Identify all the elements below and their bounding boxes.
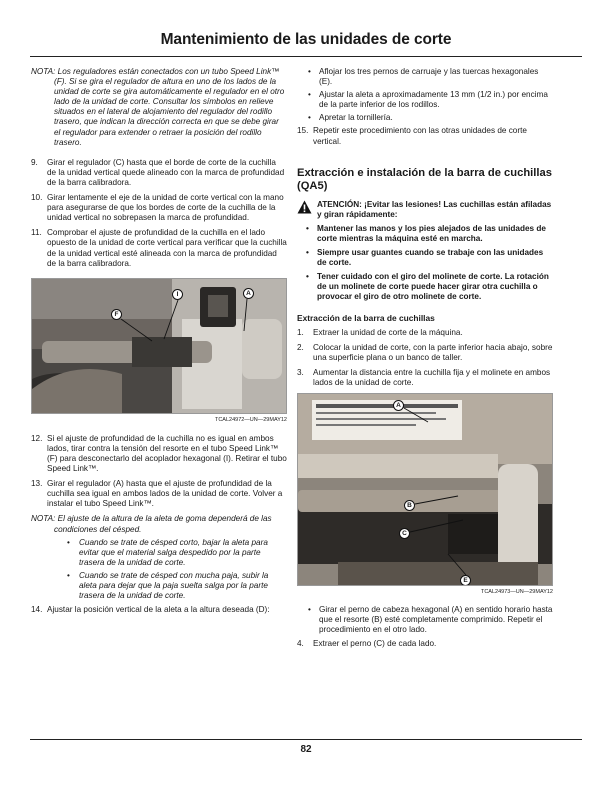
step-item — [31, 193, 287, 223]
photo-regulator — [31, 278, 287, 414]
photo-caption: TCAL24973—UN—29MAY12 — [480, 589, 553, 596]
photo-caption: TCAL24972—UN—29MAY12 — [214, 416, 287, 423]
steps-9-11 — [31, 158, 287, 269]
note-bullet-item: • Cuando se trate de césped con mucha paja, subir la aleta para dejar que la paja suelta salga por la parte trasera de la unidad de corte. — [67, 570, 269, 601]
photo-bedknife — [297, 393, 553, 586]
step-item — [297, 343, 553, 363]
step-number: 15. — [297, 126, 309, 136]
steps-12-13 — [31, 434, 287, 510]
bullet-text: Cuando se trate de césped con mucha paja, subir la aleta para dejar que la paja suelta salga por la parte trasera de la unidad de corte. — [79, 570, 269, 601]
callout-c: C — [399, 528, 410, 539]
bullet-text: Cuando se trate de césped corto, bajar la aleta para evitar que el material salga despedido por la parte trasera de la unidad de corte. — [79, 537, 268, 567]
note-text: NOTA: Los reguladores están conectados con un tubo Speed Link™ (F). Si se gira el regulador de altura en uno de los lados de la unidad de corte se gira automáticamente el regulador en el otro lado de la unidad de corte. Consultar los símbolos en relieve situados en el lateral de alojamiento del regulador del rodillo trasero, que indican la dirección correcta en que se debe girar el regulador para extender o retraer la posición del rodillo trasero. — [31, 67, 285, 147]
step-number: 10. — [31, 193, 43, 203]
step-item — [31, 228, 287, 268]
header-divider — [30, 56, 582, 57]
step-number: 2. — [297, 342, 304, 352]
warning-block — [297, 200, 553, 220]
warning-bullet-list — [301, 224, 553, 303]
step-item — [31, 479, 287, 509]
step-item — [297, 368, 553, 388]
callout-b: B — [404, 500, 415, 511]
step-text: Repetir este procedimiento con las otras unidades de corte vertical. — [313, 126, 527, 146]
step-text: Extraer la unidad de corte de la máquina. — [313, 327, 463, 337]
section-heading: Extracción e instalación de la barra de cuchillas (QA5) — [297, 166, 552, 192]
callout-a: A — [243, 288, 254, 299]
callout-a: A — [393, 400, 404, 411]
step-item — [297, 126, 553, 146]
page-title: Mantenimiento de las unidades de corte — [160, 31, 452, 48]
callout-e: E — [460, 575, 471, 586]
warning-bullet-item: • Mantener las manos y los pies alejados de las unidades de corte mientras la máquina esté en marcha. — [306, 223, 546, 243]
step-number: 3. — [297, 367, 304, 377]
step-number: 14. — [31, 605, 43, 615]
step-text: Si el ajuste de profundidad de la cuchilla no es igual en ambos lados, tirar contra la tensión del resorte en el tubo Speed Link™ (F) para desconectarlo del acoplador hexagonal (I). Retirar el tubo Speed Link™. — [47, 433, 287, 474]
step-number: 1. — [297, 327, 304, 337]
step-number: 4. — [297, 639, 304, 649]
step-number: 11. — [31, 228, 42, 238]
figure-regulator — [31, 278, 287, 425]
step-item — [31, 434, 287, 474]
bullet-text: Mantener las manos y los pies alejados de las unidades de corte mientras la máquina esté en marcha. — [317, 223, 546, 243]
note-rubber-flap — [31, 514, 287, 601]
note-bullet-list — [31, 538, 287, 602]
callout-leaders — [298, 394, 553, 586]
step-text: Ajustar la posición vertical de la aleta a la altura deseada (D): — [47, 605, 270, 615]
step-text: Aumentar la distancia entre la cuchilla fija y el molinete en ambos lados de la unidad de corte. — [313, 367, 551, 387]
left-column — [31, 67, 287, 620]
step-item — [297, 639, 553, 649]
warning-text: ATENCIÓN: ¡Evitar las lesiones! Las cuchillas están afiladas y giran rápidamente: — [317, 199, 552, 219]
bullet-text: Girar el perno de cabeza hexagonal (A) en sentido horario hasta que el resorte (B) esté completamente comprimido. Repetir el procedimiento en el otro lado. — [319, 605, 553, 635]
callout-i: I — [172, 289, 183, 300]
step-text: Girar lentamente el eje de la unidad de corte vertical con la mano para asegurarse de que los bordes de corte de la cuchilla de la unidad vertical no sobrepasen la marca de profundidad. — [47, 193, 284, 223]
bullet-list-bolt — [303, 605, 553, 635]
warning-bullet-item: • Siempre usar guantes cuando se trabaje con las unidades de corte. — [306, 248, 544, 268]
step-item — [297, 328, 553, 338]
bullet-text: Tener cuidado con el giro del molinete de corte. La rotación de un molinete de corte puede hacer girar otra cuchilla o provocar el giro de otro molinete de corte. — [317, 272, 549, 302]
callout-leaders — [32, 279, 287, 414]
bullet-item: • Apretar la tornillería. — [308, 113, 393, 123]
step-text: Girar el regulador (C) hasta que el borde de corte de la cuchilla de la unidad vertical quede alineado con la marca de profundidad de la barra calibradora. — [47, 157, 285, 187]
note-text: NOTA: El ajuste de la altura de la aleta de goma dependerá de las condiciones del césped. — [31, 514, 272, 534]
warning-triangle-icon — [297, 200, 312, 214]
steps-1-3 — [297, 328, 553, 388]
bullet-item: • Ajustar la aleta a aproximadamente 13 mm (1/2 in.) por encima de la parte inferior de los rodillos. — [308, 90, 548, 110]
page-number: 82 — [300, 744, 312, 755]
bullet-list-flap — [303, 67, 553, 123]
note-bullet-item: • Cuando se trate de césped corto, bajar la aleta para evitar que el material salga despedido por la parte trasera de la unidad de corte. — [67, 537, 268, 567]
bullet-item: • Aflojar los tres pernos de carruaje y las tuercas hexagonales (E). — [308, 67, 539, 87]
step-item — [31, 158, 287, 188]
step-number: 9. — [31, 157, 38, 167]
warning-bullet-item: • Tener cuidado con el giro del molinete de corte. La rotación de un molinete de corte puede hacer girar otra cuchilla o provocar el giro de otro molinete de corte. — [306, 272, 549, 302]
bullet-text: Aflojar los tres pernos de carruaje y las tuercas hexagonales (E). — [319, 67, 539, 87]
step-text: Comprobar el ajuste de profundidad de la cuchilla en el lado opuesto de la unidad de corte vertical para verificar que la cuchilla de la unidad vertical esté alineada con la marca de profundidad de la barra calibradora. — [47, 228, 287, 268]
step-number: 13. — [31, 479, 43, 489]
step-text: Extraer el perno (C) de cada lado. — [313, 639, 437, 649]
figure-bedknife — [297, 393, 553, 597]
bullet-text: Siempre usar guantes cuando se trabaje con las unidades de corte. — [317, 248, 544, 268]
bullet-text: Ajustar la aleta a aproximadamente 13 mm (1/2 in.) por encima de la parte inferior de los rodillos. — [319, 90, 548, 110]
callout-f: F — [111, 309, 122, 320]
bullet-text: Apretar la tornillería. — [319, 113, 393, 123]
step-number: 12. — [31, 433, 43, 443]
note-speed-link — [31, 67, 287, 148]
right-column — [297, 67, 553, 655]
footer-divider — [30, 739, 582, 740]
step-text: Colocar la unidad de corte, con la parte inferior hacia abajo, sobre una superficie plana o un banco de taller. — [313, 342, 553, 362]
step-text: Girar el regulador (A) hasta que el ajuste de profundidad de la cuchilla sea igual en ambos lados de la unidad de corte. Volver a instalar el tubo Speed Link™. — [47, 479, 283, 509]
step-item — [31, 605, 287, 615]
sub-heading: Extracción de la barra de cuchillas — [297, 312, 435, 323]
bullet-item: • Girar el perno de cabeza hexagonal (A) en sentido horario hasta que el resorte (B) esté completamente comprimido. Repetir el procedimiento en el otro lado. — [308, 605, 553, 635]
